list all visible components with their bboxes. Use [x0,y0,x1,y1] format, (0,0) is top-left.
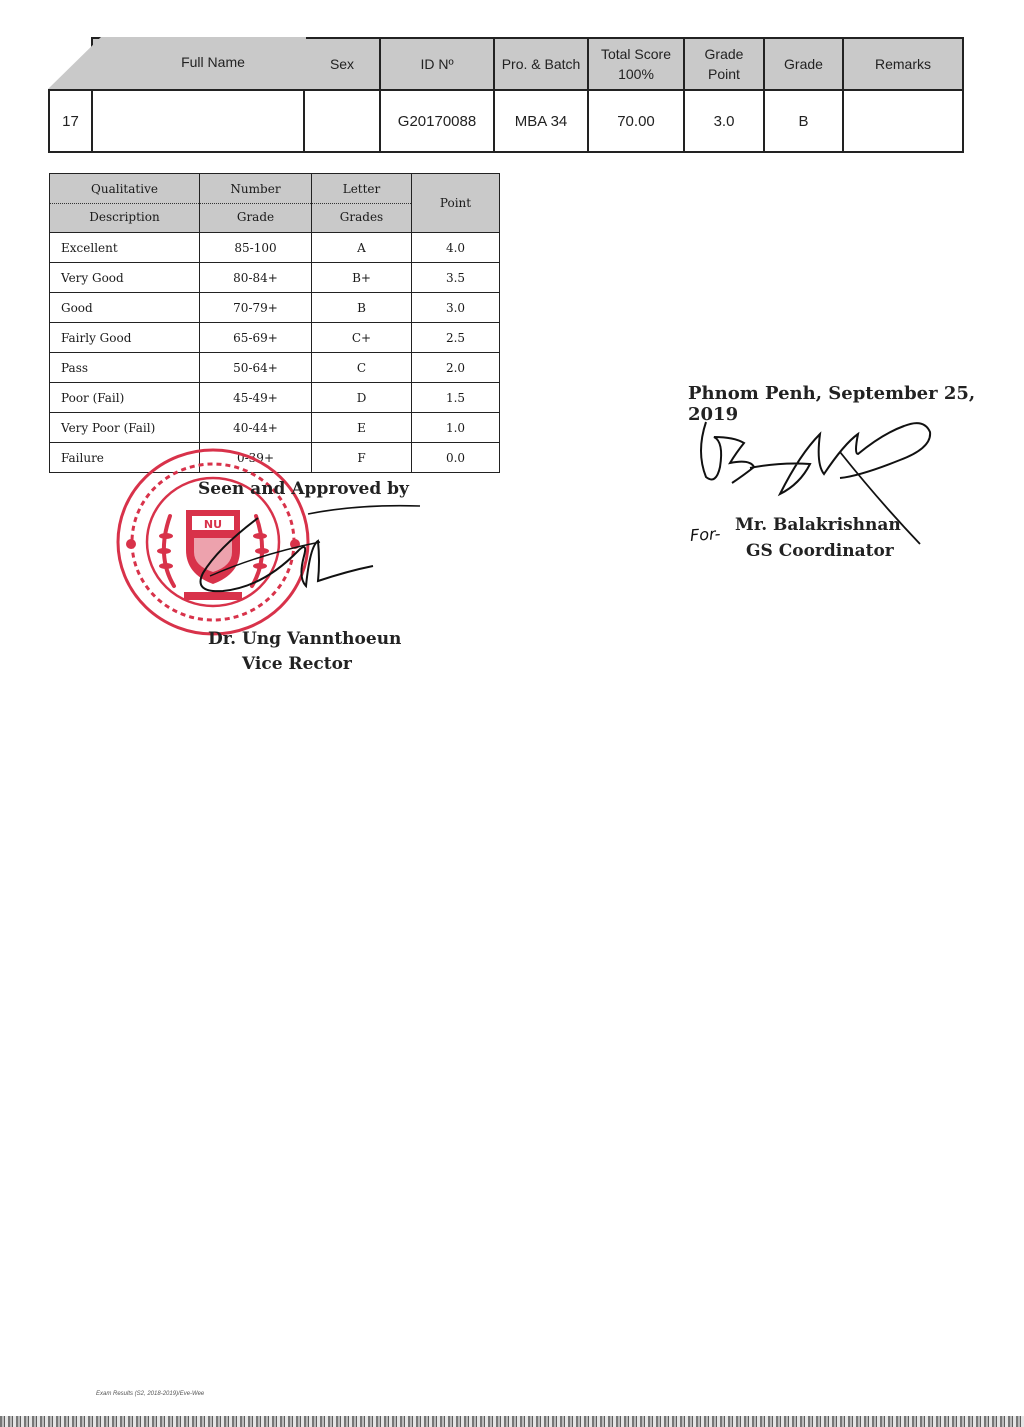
grade-point-value: 3.5 [412,263,500,293]
letter-grade: B [312,293,412,323]
grade-description: Very Poor (Fail) [50,413,200,443]
footer-note: Exam Results (S2, 2018-2019)/Eve-Wee [96,1391,205,1397]
header-qualitative-line1: Qualitative [50,176,199,204]
grade-point-value: 1.0 [412,413,500,443]
header-qualitative-line2: Description [89,209,160,224]
header-number-line1: Number [200,176,311,204]
cell-no: 17 [49,90,92,152]
grading-header-row [50,174,500,233]
grade-point-value: 3.0 [412,293,500,323]
vice-rector-name: Dr. Ung Vannthoeun [208,629,402,649]
header-total-score: Total Score 100% [588,38,684,90]
grade-range: 70-79+ [200,293,312,323]
grade-point-value: 2.5 [412,323,500,353]
letter-grade: B+ [312,263,412,293]
header-number-grade [200,174,312,233]
approval-heading: Seen and Approved by [198,479,409,499]
header-point: Point [412,174,500,233]
letter-grade: C [312,353,412,383]
cell-remarks [843,90,963,152]
coordinator-name: Mr. Balakrishnan [735,515,901,535]
letter-grade: F [312,443,412,473]
letter-grade: D [312,383,412,413]
grading-scale-table [49,173,500,473]
place-date: Phnom Penh, September 25, 2019 [688,383,976,425]
header-program-batch: Pro. & Batch [494,38,588,90]
table-row [50,353,500,383]
cell-full-name [92,90,304,152]
header-qualitative-description [50,174,200,233]
header-id: ID Nº [380,38,494,90]
table-row [50,413,500,443]
grade-range: 50-64+ [200,353,312,383]
header-grade: Grade [764,38,843,90]
cell-sex [304,90,380,152]
grade-range: 80-84+ [200,263,312,293]
cell-id: G20170088 [380,90,494,152]
table-row [50,383,500,413]
grade-range: 40-44+ [200,413,312,443]
table-row [50,263,500,293]
grade-range: 85-100 [200,233,312,263]
for-annotation: For- [689,523,722,546]
grade-range: 65-69+ [200,323,312,353]
grade-range: 0-39+ [200,443,312,473]
grade-point-value: 2.0 [412,353,500,383]
table-row [49,90,963,152]
grade-point-value: 1.5 [412,383,500,413]
header-grade-point: Grade Point [684,38,764,90]
cell-program-batch: MBA 34 [494,90,588,152]
letter-grade: E [312,413,412,443]
grade-description: Good [50,293,200,323]
vice-rector-signature [190,500,430,610]
header-sex: Sex [304,38,380,90]
header-number-line2: Grade [236,209,275,224]
header-remarks: Remarks [843,38,963,90]
cell-total-score: 70.00 [588,90,684,152]
seal-monogram: NU [203,518,223,531]
grade-point-value: 0.0 [412,443,500,473]
grade-description: Fairly Good [50,323,200,353]
header-letter-grades [312,174,412,233]
header-full-name-overlay: Full Name [181,54,245,70]
grade-description: Failure [50,443,200,473]
header-letter-line1: Letter [312,176,411,204]
grade-description: Pass [50,353,200,383]
header-letter-line2: Grades [339,209,384,224]
table-row [50,323,500,353]
coordinator-title: GS Coordinator [746,541,894,561]
letter-grade: A [312,233,412,263]
cell-grade-point: 3.0 [684,90,764,152]
grading-scale-body [50,233,500,473]
grade-description: Very Good [50,263,200,293]
table-row [50,233,500,263]
grade-description: Excellent [50,233,200,263]
grade-description: Poor (Fail) [50,383,200,413]
grade-point-value: 4.0 [412,233,500,263]
scan-edge-noise [0,1416,1024,1427]
table-row [50,293,500,323]
cell-grade: B [764,90,843,152]
grade-range: 45-49+ [200,383,312,413]
vice-rector-title: Vice Rector [242,654,352,674]
letter-grade: C+ [312,323,412,353]
